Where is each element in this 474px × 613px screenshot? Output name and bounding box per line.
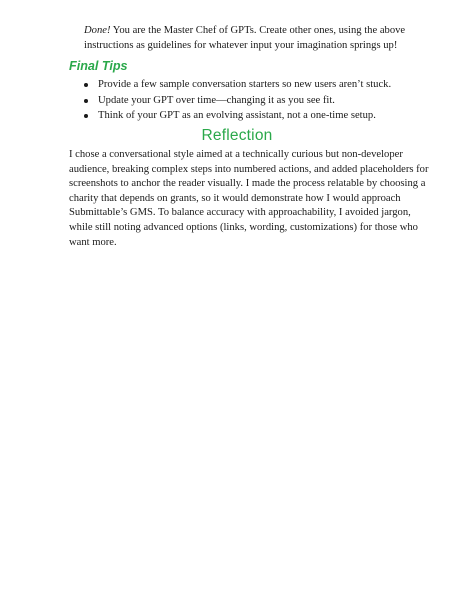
list-item-text: Think of your GPT as an evolving assistant, not a one-time setup.	[98, 110, 376, 122]
intro-line-2: instructions as guidelines for whatever input your imagination springs up!	[84, 39, 398, 51]
intro-paragraph	[84, 24, 414, 53]
reflection-line: I chose a conversational style aimed at a technically curious but non-developer	[69, 149, 403, 160]
list-item-text: Update your GPT over time—changing it as you see fit.	[98, 94, 335, 106]
list-item	[79, 109, 419, 124]
final-tips-list	[79, 78, 419, 125]
reflection-line: Submittable’s GMS. To balance accuracy with approachability, I avoided jargon,	[69, 207, 411, 219]
bullet-icon	[84, 114, 88, 118]
reflection-line: screenshots to anchor the reader visually. I made the process relatable by choosing a	[69, 178, 426, 190]
reflection-heading: Reflection	[201, 127, 273, 144]
intro-emphasis: Done!	[84, 25, 111, 36]
intro-line-1	[84, 24, 414, 39]
list-item	[79, 78, 419, 93]
list-item	[79, 94, 419, 109]
list-item-text: Provide a few sample conversation starters so new users aren’t stuck.	[98, 79, 392, 90]
final-tips-heading: Final Tips	[69, 59, 128, 73]
bullet-icon	[84, 83, 88, 87]
reflection-paragraph	[69, 148, 429, 250]
reflection-line: charity that depends on grants, so it would demonstrate how I would approach	[69, 192, 401, 204]
bullet-icon	[84, 99, 88, 103]
reflection-line: audience, breaking complex steps into numbered actions, and added placeholders for	[69, 163, 429, 175]
reflection-line: while still noting advanced options (links, wording, customizations) for those who	[69, 221, 418, 233]
reflection-line: want more.	[69, 236, 117, 248]
intro-line-1-text: You are the Master Chef of GPTs. Create other ones, using the above	[110, 25, 406, 36]
